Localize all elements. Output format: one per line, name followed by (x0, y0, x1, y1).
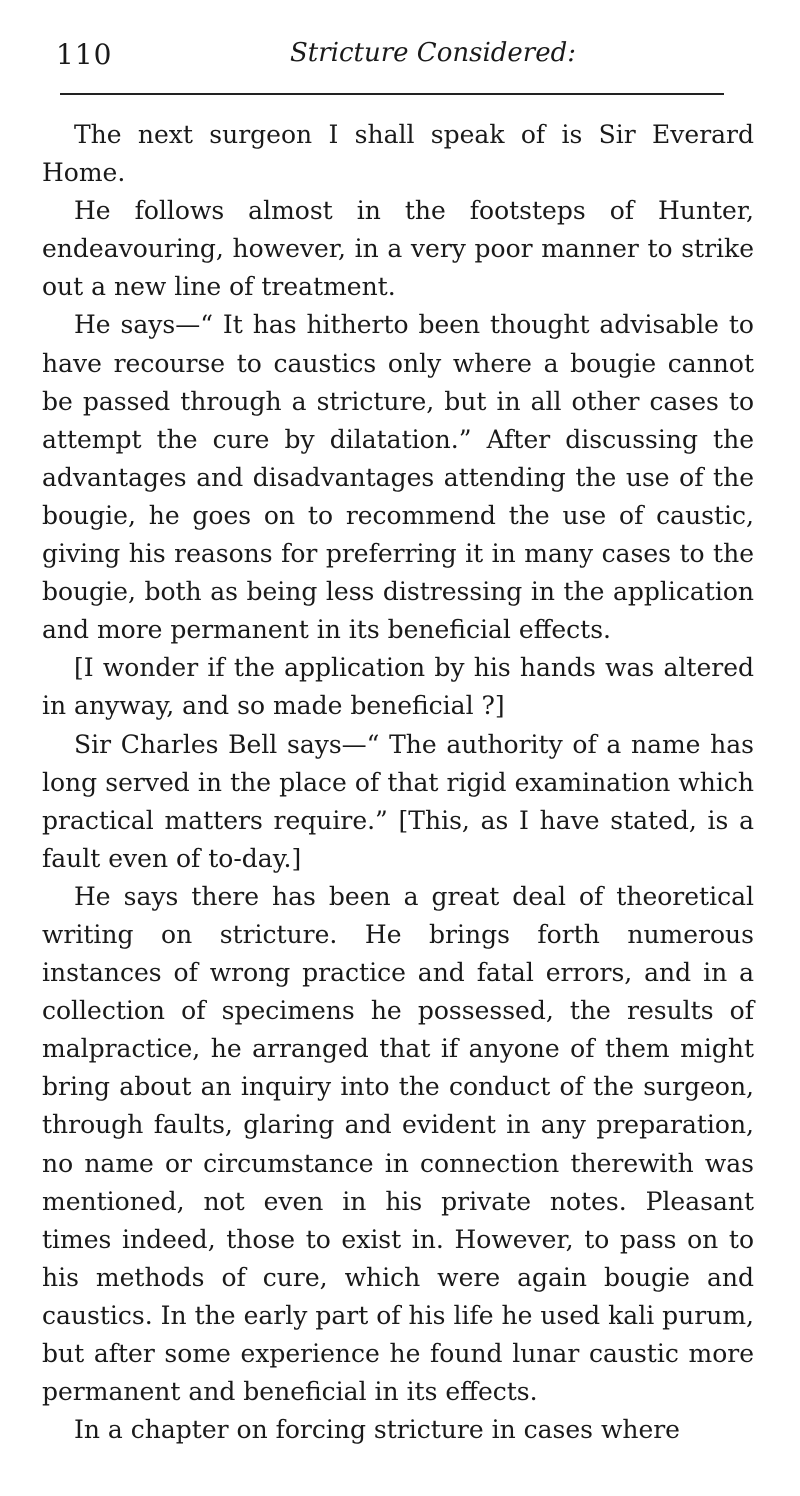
body-text (42, 116, 754, 1449)
page-number: 110 (56, 38, 113, 71)
paragraph: He says—“ It has hitherto been thought advisable to have recourse to caustics only where a bougie cannot be passed through a stricture, but in all other cases to attempt the cure by dilatation.” After discussing the advantages and disadvantages attending the use of the bougie, he goes on to recommend the use of caustic, giving his reasons for preferring it in many cases to the bougie, both as being less distressing in the application and more permanent in its beneficial effects. (42, 310, 754, 645)
paragraph: The next surgeon I shall speak of is Sir Everard Home. (42, 120, 754, 188)
paragraph: Sir Charles Bell says—“ The authority of a name has long served in the place of that rigid examination which practical matters require.” [This, as I have stated, is a fault even of to-day.] (42, 729, 754, 873)
paragraph: [I wonder if the application by his hands was altered in anyway, and so made beneficial ?] (42, 653, 754, 721)
running-title: Stricture Considered: (289, 38, 577, 68)
paragraph: He says there has been a great deal of theoretical writing on stricture. He brings forth numerous instances of wrong practice and fatal errors, and in a collection of specimens he possessed, the results of malpractice, he arranged that if anyone of them might bring about an inquiry into the conduct of the surgeon, through faults, glaring and evident in any preparation, no name or circumstance in connection therewith was mentioned, not even in his private notes. Pleasant times indeed, those to exist in. However, to pass on to his methods of cure, which were again bougie and caustics. In the early part of his life he used kali purum, but after some experience he found lunar caustic more permanent and beneficial in its effects. (42, 881, 754, 1407)
header-rule (60, 93, 724, 95)
page-header (42, 38, 754, 78)
paragraph: In a chapter on forcing stricture in cases where (74, 1415, 680, 1445)
paragraph: He follows almost in the footsteps of Hunter, endeavouring, however, in a very poor manner to strike out a new line of treatment. (42, 196, 754, 302)
